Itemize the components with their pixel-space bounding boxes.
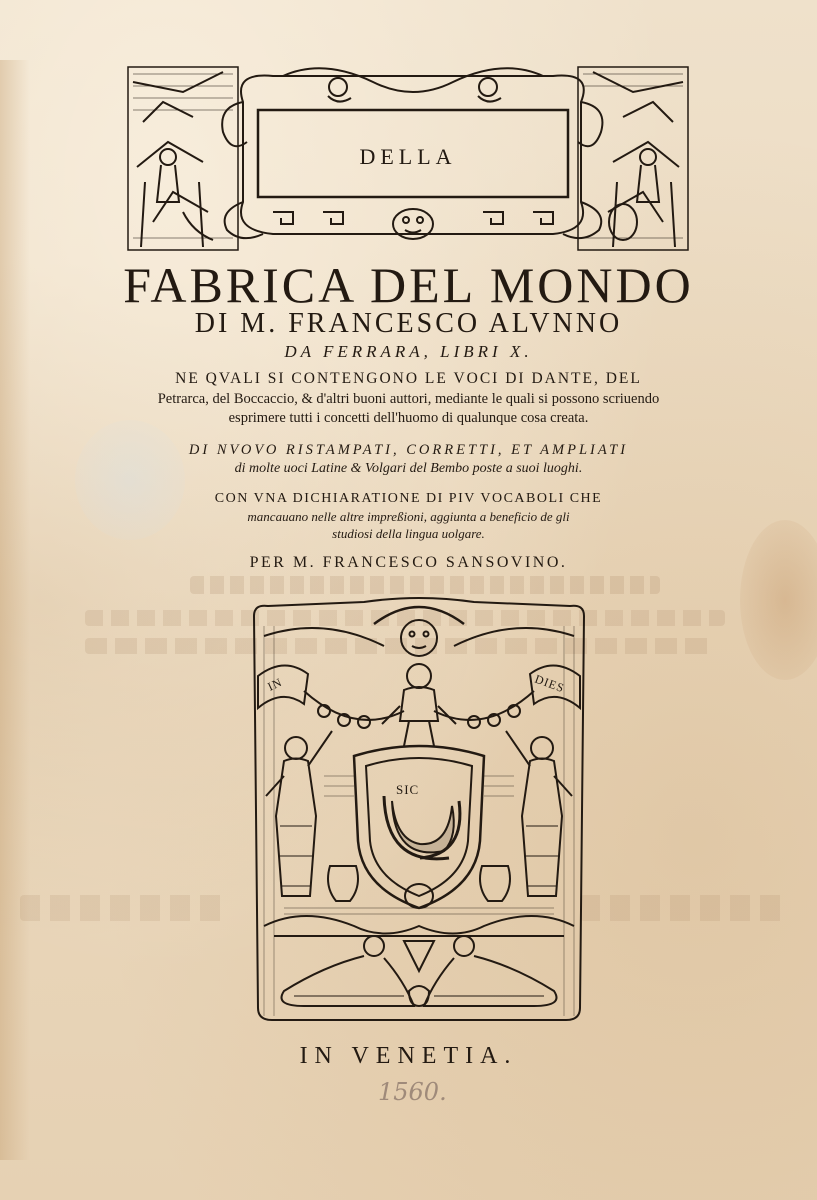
faded-handwriting [20, 895, 230, 921]
motto-right: DIES [532, 671, 567, 696]
foxing-stain [740, 520, 817, 680]
printers-device-icon [244, 596, 594, 1028]
faded-handwriting [190, 576, 660, 594]
description-line-2: Petrarca, del Boccaccio, & d'altri buoni auttori, mediante le quali si possono scriuendo [157, 391, 660, 407]
header-title: DELLA [359, 144, 457, 169]
faded-handwriting [580, 895, 790, 921]
shield-text: SIC [396, 782, 420, 797]
motto-left: IN [265, 674, 285, 694]
reprint-line-1: DI NVOVO RISTAMPATI, CORRETTI, ET AMPLIATI [188, 442, 629, 458]
foxing-stain [0, 60, 30, 1160]
editor-line: PER M. FRANCESCO SANSOVINO. [249, 554, 568, 571]
origin-line: DA FERRARA, LIBRI X. [284, 342, 533, 361]
declaration-line-1: CON VNA DICHIARATIONE DI PIV VOCABOLI CHE [214, 491, 603, 506]
imprint: IN VENETIA. [299, 1043, 518, 1069]
description-line-1: NE QVALI SI CONTENGONO LE VOCI DI DANTE, DEL [175, 370, 642, 387]
main-title: FABRICA DEL MONDO [123, 257, 694, 313]
ornamental-header-frame [123, 62, 693, 254]
declaration-line-3: studiosi della lingua uolgare. [332, 526, 485, 541]
handwritten-date: 1560. [378, 1078, 447, 1106]
printers-device-woodcut [244, 596, 594, 1028]
author-line: DI M. FRANCESCO ALVNNO [194, 308, 623, 339]
reprint-line-2: di molte uoci Latine & Volgari del Bembo poste a suoi luoghi. [234, 461, 583, 476]
declaration-line-2: mancauano nelle altre impreßioni, aggiunta a beneficio de gli [247, 509, 570, 524]
description-line-3: esprimere tutti i concetti dell'huomo di qualunque cosa creata. [228, 410, 589, 426]
